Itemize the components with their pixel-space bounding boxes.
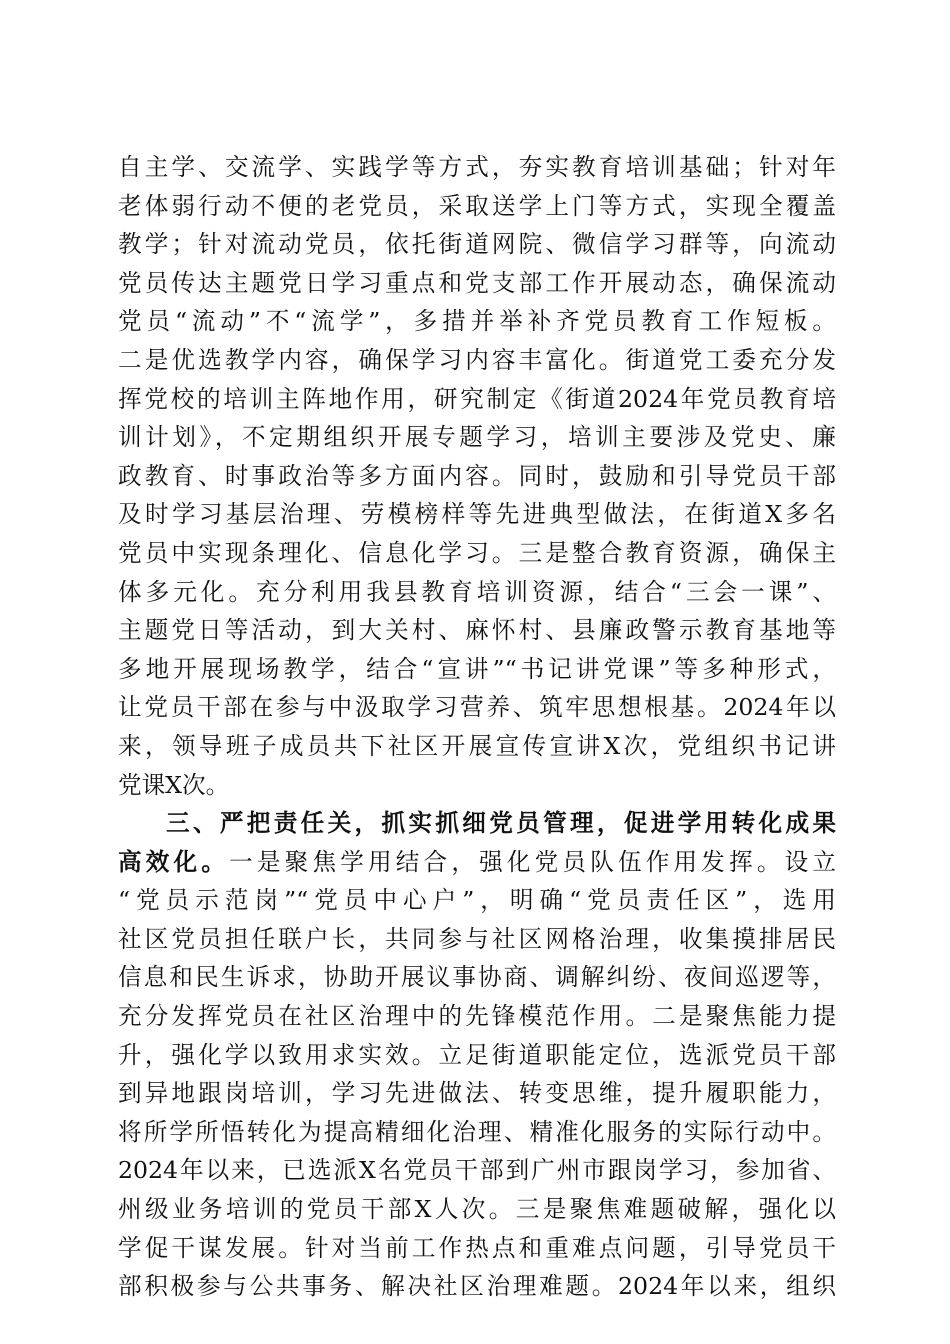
body-line: “党员示范岗”“党员中心户”，明确“党员责任区”，选用 [118, 886, 836, 915]
section-heading-continuation [118, 843, 836, 882]
body-line: 政教育、时事政治等多方面内容。同时，鼓励和引导党员干部 [118, 461, 836, 490]
body-line: 体多元化。充分利用我县教育培训资源，结合“三会一课”、 [118, 577, 836, 606]
body-line: 老体弱行动不便的老党员，采取送学上门等方式，实现全覆盖 [118, 191, 836, 220]
section-heading-end: 高效化。 [118, 847, 230, 876]
body-line: 到异地跟岗培训，学习先进做法、转变思维，提升履职能力， [118, 1079, 836, 1108]
body-line: 将所学所悟转化为提高精细化治理、精准化服务的实际行动中。 [118, 1117, 836, 1146]
body-line: 党员“流动”不“流学”，多措并举补齐党员教育工作短板。 [118, 307, 836, 336]
body-line: 多地开展现场教学，结合“宣讲”“书记讲党课”等多种形式， [118, 654, 836, 683]
body-line: 挥党校的培训主阵地作用，研究制定《街道2024年党员教育培 [118, 384, 836, 413]
document-body [118, 148, 836, 1306]
body-line: 社区党员担任联户长，共同参与社区网格治理，收集摸排居民 [118, 924, 836, 953]
body-line: 自主学、交流学、实践学等方式，夯实教育培训基础；针对年 [118, 153, 836, 181]
body-line: 党课X次。 [118, 770, 230, 799]
body-line: 学促干谋发展。针对当前工作热点和重难点问题，引导党员干 [118, 1233, 836, 1262]
body-line: 州级业务培训的党员干部X人次。三是聚焦难题破解，强化以 [118, 1195, 836, 1224]
body-line: 升，强化学以致用求实效。立足街道职能定位，选派党员干部 [118, 1040, 836, 1069]
body-line: 充分发挥党员在社区治理中的先锋模范作用。二是聚焦能力提 [118, 1002, 836, 1031]
body-line: 党员传达主题党日学习重点和党支部工作开展动态，确保流动 [118, 268, 836, 297]
body-line: 信息和民生诉求，协助开展议事协商、调解纠纷、夜间巡逻等， [118, 963, 836, 992]
body-line: 教学；针对流动党员，依托街道网院、微信学习群等，向流动 [118, 230, 836, 259]
body-line: 部积极参与公共事务、解决社区治理难题。2024年以来，组织 [118, 1272, 836, 1301]
section-body-start: 一是聚焦学用结合，强化党员队伍作用发挥。设立 [229, 847, 837, 876]
body-line: 党员中实现条理化、信息化学习。三是整合教育资源，确保主 [118, 538, 836, 567]
body-line: 二是优选教学内容，确保学习内容丰富化。街道党工委充分发 [118, 345, 836, 374]
body-line: 主题党日等活动，到大关村、麻怀村、县廉政警示教育基地等 [118, 616, 836, 645]
body-line: 训计划》，不定期组织开展专题学习，培训主要涉及党史、廉 [118, 423, 836, 452]
body-line: 来，领导班子成员共下社区开展宣传宣讲X次，党组织书记讲 [118, 731, 836, 760]
body-line: 2024年以来，已选派X名党员干部到广州市跟岗学习，参加省、 [118, 1156, 836, 1185]
body-line: 及时学习基层治理、劳模榜样等先进典型做法，在街道X多名 [118, 500, 836, 529]
body-line: 让党员干部在参与中汲取学习营养、筑牢思想根基。2024年以 [118, 693, 836, 722]
section-heading: 三、严把责任关，抓实抓细党员管理，促进学用转化成果 [166, 809, 836, 838]
